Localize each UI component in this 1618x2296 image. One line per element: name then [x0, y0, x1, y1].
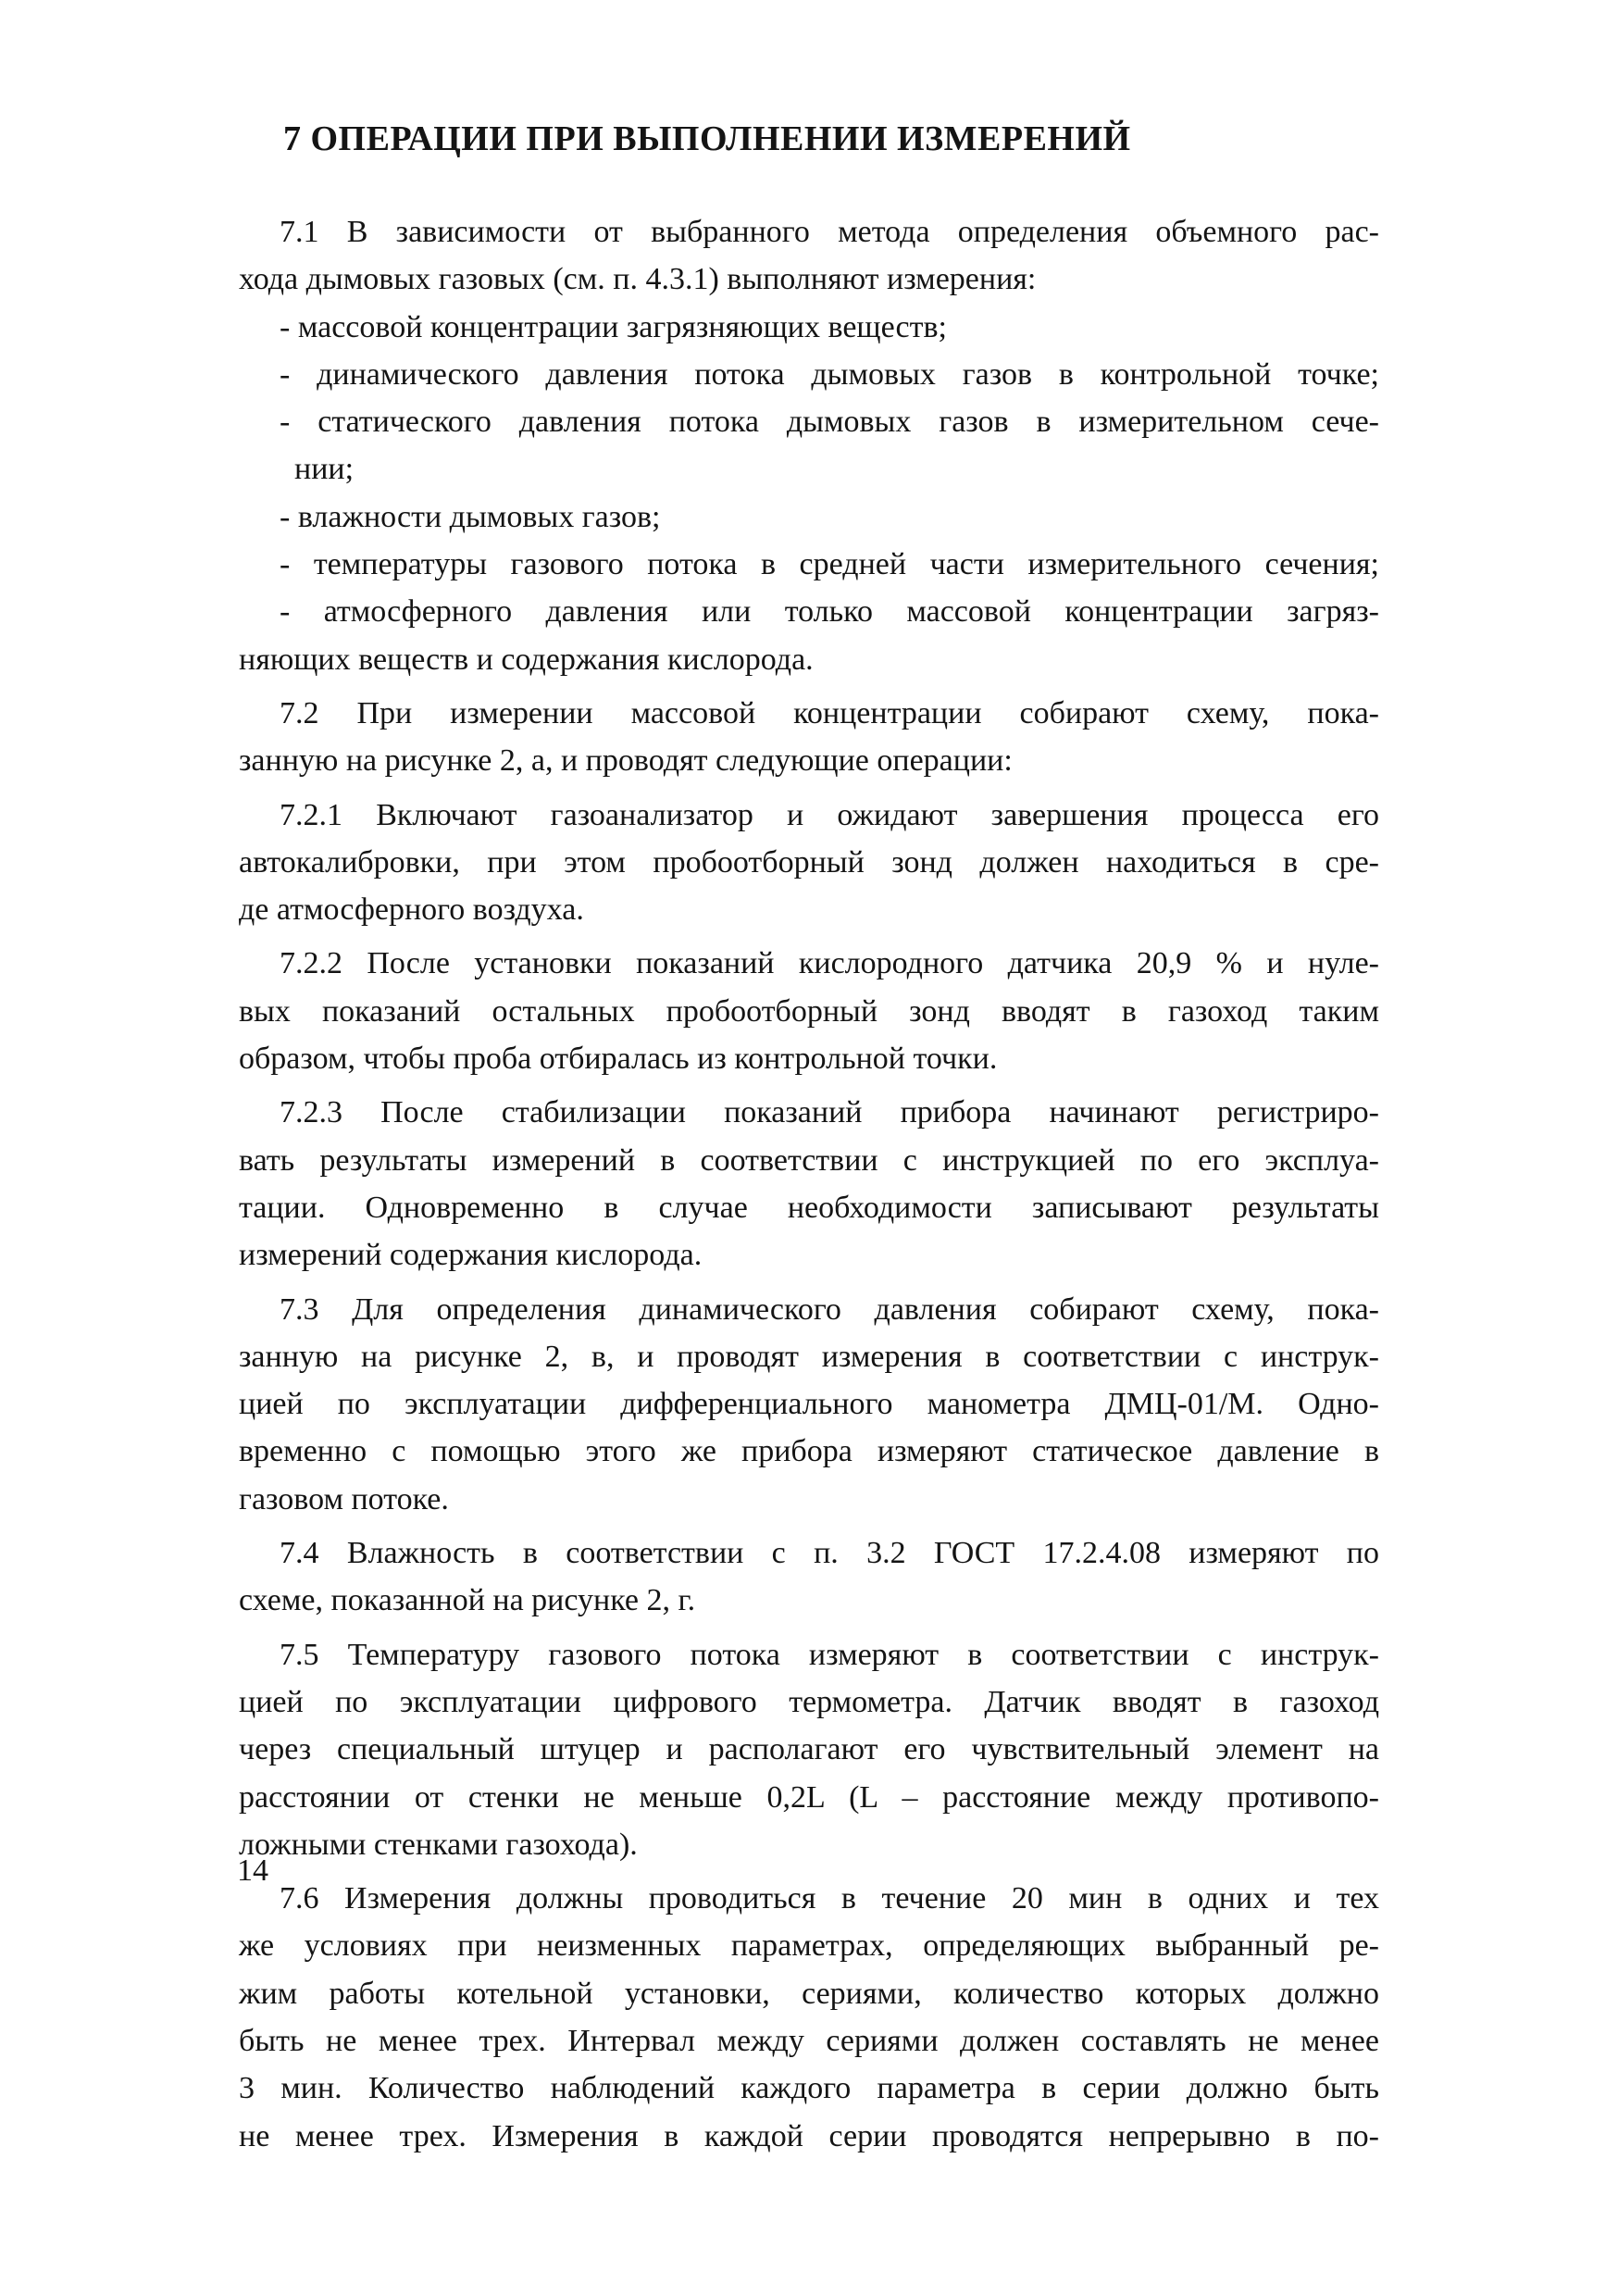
- text-line: 7.3 Для определения динамического давления собирают схему, пока-: [280, 1292, 1379, 1327]
- text-line: схеме, показанной на рисунке 2, г.: [239, 1583, 696, 1618]
- text-line: нии;: [294, 452, 355, 487]
- section-heading: 7 ОПЕРАЦИИ ПРИ ВЫПОЛНЕНИИ ИЗМЕРЕНИЙ: [283, 119, 1131, 158]
- text-line: няющих веществ и содержания кислорода.: [239, 642, 814, 677]
- text-line: - влажности дымовых газов;: [280, 499, 661, 534]
- text-line: жим работы котельной установки, сериями, количество которых должно: [239, 1976, 1379, 2011]
- text-line: временно с помощью этого же прибора измеряют статическое давление в: [239, 1434, 1379, 1469]
- body-text: [239, 208, 1379, 2160]
- text-line: 7.2.2 После установки показаний кислородного датчика 20,9 % и нуле-: [280, 946, 1379, 981]
- text-line: - массовой концентрации загрязняющих веществ;: [280, 309, 947, 344]
- text-line: хода дымовых газовых (см. п. 4.3.1) выполняют измерения:: [239, 262, 1037, 297]
- text-line: 7.2.1 Включают газоанализатор и ожидают завершения процесса его: [280, 797, 1379, 832]
- text-line: быть не менее трех. Интервал между сериями должен составлять не менее: [239, 2023, 1379, 2058]
- text-line: измерений содержания кислорода.: [239, 1238, 703, 1273]
- text-line: цией по эксплуатации цифрового термометра. Датчик вводят в газоход: [239, 1684, 1379, 1719]
- text-line: расстоянии от стенки не меньше 0,2L (L – расстояние между противопо-: [239, 1779, 1379, 1815]
- text-line: образом, чтобы проба отбиралась из контрольной точки.: [239, 1042, 998, 1077]
- text-line: 7.2.3 После стабилизации показаний прибора начинают регистриро-: [280, 1095, 1379, 1130]
- text-line: же условиях при неизменных параметрах, определяющих выбранный ре-: [239, 1928, 1379, 1964]
- text-line: цией по эксплуатации дифференциального манометра ДМЦ-01/М. Одно-: [239, 1387, 1379, 1422]
- text-line: 7.1 В зависимости от выбранного метода определения объемного рас-: [280, 215, 1379, 249]
- text-line: 7.4 Влажность в соответствии с п. 3.2 ГОСТ 17.2.4.08 измеряют по: [280, 1536, 1379, 1571]
- text-line: 7.2 При измерении массовой концентрации собирают схему, пока-: [280, 695, 1379, 730]
- text-line: - динамического давления потока дымовых газов в контрольной точке;: [280, 356, 1379, 392]
- text-line: ложными стенками газохода).: [239, 1827, 638, 1862]
- page-number: 14: [237, 1853, 268, 1888]
- text-line: тации. Одновременно в случае необходимости записывают результаты: [239, 1190, 1379, 1225]
- text-line: де атмосферного воздуха.: [239, 892, 584, 928]
- text-line: - температуры газового потока в средней части измерительного сечения;: [280, 547, 1379, 582]
- text-line: 7.5 Температуру газового потока измеряют в соответствии с инструк-: [280, 1637, 1379, 1672]
- text-line: 7.6 Измерения должны проводиться в течение 20 мин в одних и тех: [280, 1881, 1379, 1916]
- text-line: занную на рисунке 2, а, и проводят следующие операции:: [239, 743, 1013, 779]
- text-line: автокалибровки, при этом пробоотборный зонд должен находиться в сре-: [239, 844, 1379, 880]
- text-line: вать результаты измерений в соответствии с инструкцией по его эксплуа-: [239, 1142, 1379, 1178]
- text-line: газовом потоке.: [239, 1481, 449, 1516]
- text-line: не менее трех. Измерения в каждой серии проводятся непрерывно в по-: [239, 2118, 1379, 2153]
- text-line: 3 мин. Количество наблюдений каждого параметра в серии должно быть: [239, 2071, 1379, 2106]
- text-line: вых показаний остальных пробоотборный зонд вводят в газоход таким: [239, 993, 1379, 1029]
- text-line: занную на рисунке 2, в, и проводят измерения в соответствии с инструк-: [239, 1339, 1379, 1374]
- text-line: через специальный штуцер и располагают его чувствительный элемент на: [239, 1732, 1379, 1767]
- text-line: - статического давления потока дымовых газов в измерительном сече-: [280, 405, 1379, 440]
- text-line: - атмосферного давления или только массовой концентрации загряз-: [280, 594, 1379, 630]
